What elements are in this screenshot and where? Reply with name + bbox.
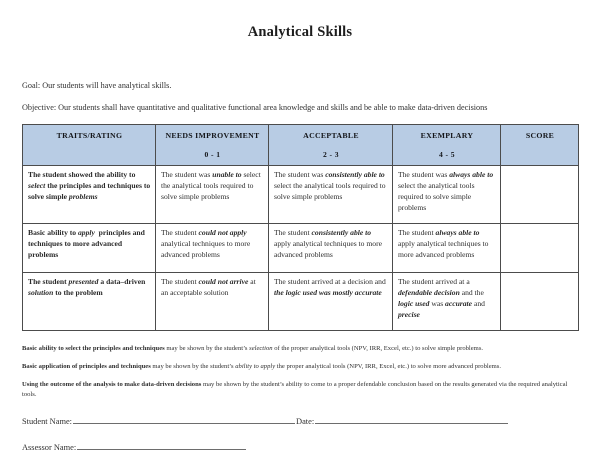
assessor-name-row	[22, 440, 578, 454]
signature-block	[22, 414, 578, 455]
assessor-name-input[interactable]	[77, 440, 246, 450]
column-header-needs-improvement: NEEDS IMPROVEMENT 0 - 1	[156, 125, 269, 166]
table-header-row	[23, 125, 579, 166]
date-input[interactable]	[315, 414, 508, 424]
table-row	[23, 224, 579, 273]
cell-needs-improvement: The student was unable to select the analytical tools required to solve simple problems	[156, 166, 269, 224]
notes-block	[22, 344, 578, 400]
note-apply-principles: Basic application of principles and techniques may be shown by the student’s ability to apply the proper analytical tools (NPV, IRR, Excel, etc.) to solve more advanced problems.	[22, 363, 501, 371]
cell-needs-improvement: The student could not arrive at an acceptable solution	[156, 273, 269, 331]
cell-trait: Basic ability to apply principles and techniques to more advanced problems	[23, 224, 156, 273]
cell-acceptable: The student was consistently able to select the analytical tools required to solve simple problems	[269, 166, 393, 224]
note-data-driven-decisions: Using the outcome of the analysis to make data-driven decisions may be shown by the student’s ability to come to a proper defendable conclusion based on the results generated via the required analytical tools.	[22, 380, 568, 398]
cell-trait: The student presented a data–driven solution to the problem	[23, 273, 156, 331]
cell-trait: The student showed the ability to select the principles and techniques to solve simple problems	[23, 166, 156, 224]
cell-exemplary: The student was always able to select the analytical tools required to solve simple problems	[393, 166, 501, 224]
cell-acceptable: The student consistently able to apply analytical techniques to more advanced problems	[269, 224, 393, 273]
cell-needs-improvement: The student could not apply analytical techniques to more advanced problems	[156, 224, 269, 273]
rubric-table	[22, 124, 579, 331]
cell-acceptable: The student arrived at a decision and the logic used was mostly accurate	[269, 273, 393, 331]
student-name-label: Student Name:	[22, 416, 73, 426]
cell-exemplary: The student arrived at a defendable decision and the logic used was accurate and precise	[393, 273, 501, 331]
cell-score[interactable]	[501, 273, 579, 331]
cell-score[interactable]	[501, 224, 579, 273]
cell-exemplary: The student always able to apply analytical techniques to more advanced problems	[393, 224, 501, 273]
goal-statement: Goal: Our students will have analytical skills.	[22, 81, 172, 90]
student-name-row	[22, 414, 578, 428]
table-row	[23, 273, 579, 331]
page-title: Analytical Skills	[247, 24, 353, 40]
date-label: Date:	[296, 416, 315, 426]
column-header-score: SCORE	[501, 125, 579, 166]
intro-block	[22, 81, 578, 113]
column-header-acceptable: ACCEPTABLE 2 - 3	[269, 125, 393, 166]
objective-statement: Objective: Our students shall have quantitative and qualitative functional area knowledge and skills and be able to make data-driven decisions	[22, 102, 488, 112]
note-select-principles: Basic ability to select the principles and techniques may be shown by the student’s selection of the proper analytical tools (NPV, IRR, Excel, etc.) to solve simple problems.	[22, 345, 484, 353]
column-header-exemplary: EXEMPLARY 4 - 5	[393, 125, 501, 166]
assessor-name-label: Assessor Name:	[22, 443, 77, 453]
cell-score[interactable]	[501, 166, 579, 224]
student-name-input[interactable]	[73, 414, 295, 424]
column-header-traits: TRAITS/RATING	[23, 125, 156, 166]
table-row	[23, 166, 579, 224]
